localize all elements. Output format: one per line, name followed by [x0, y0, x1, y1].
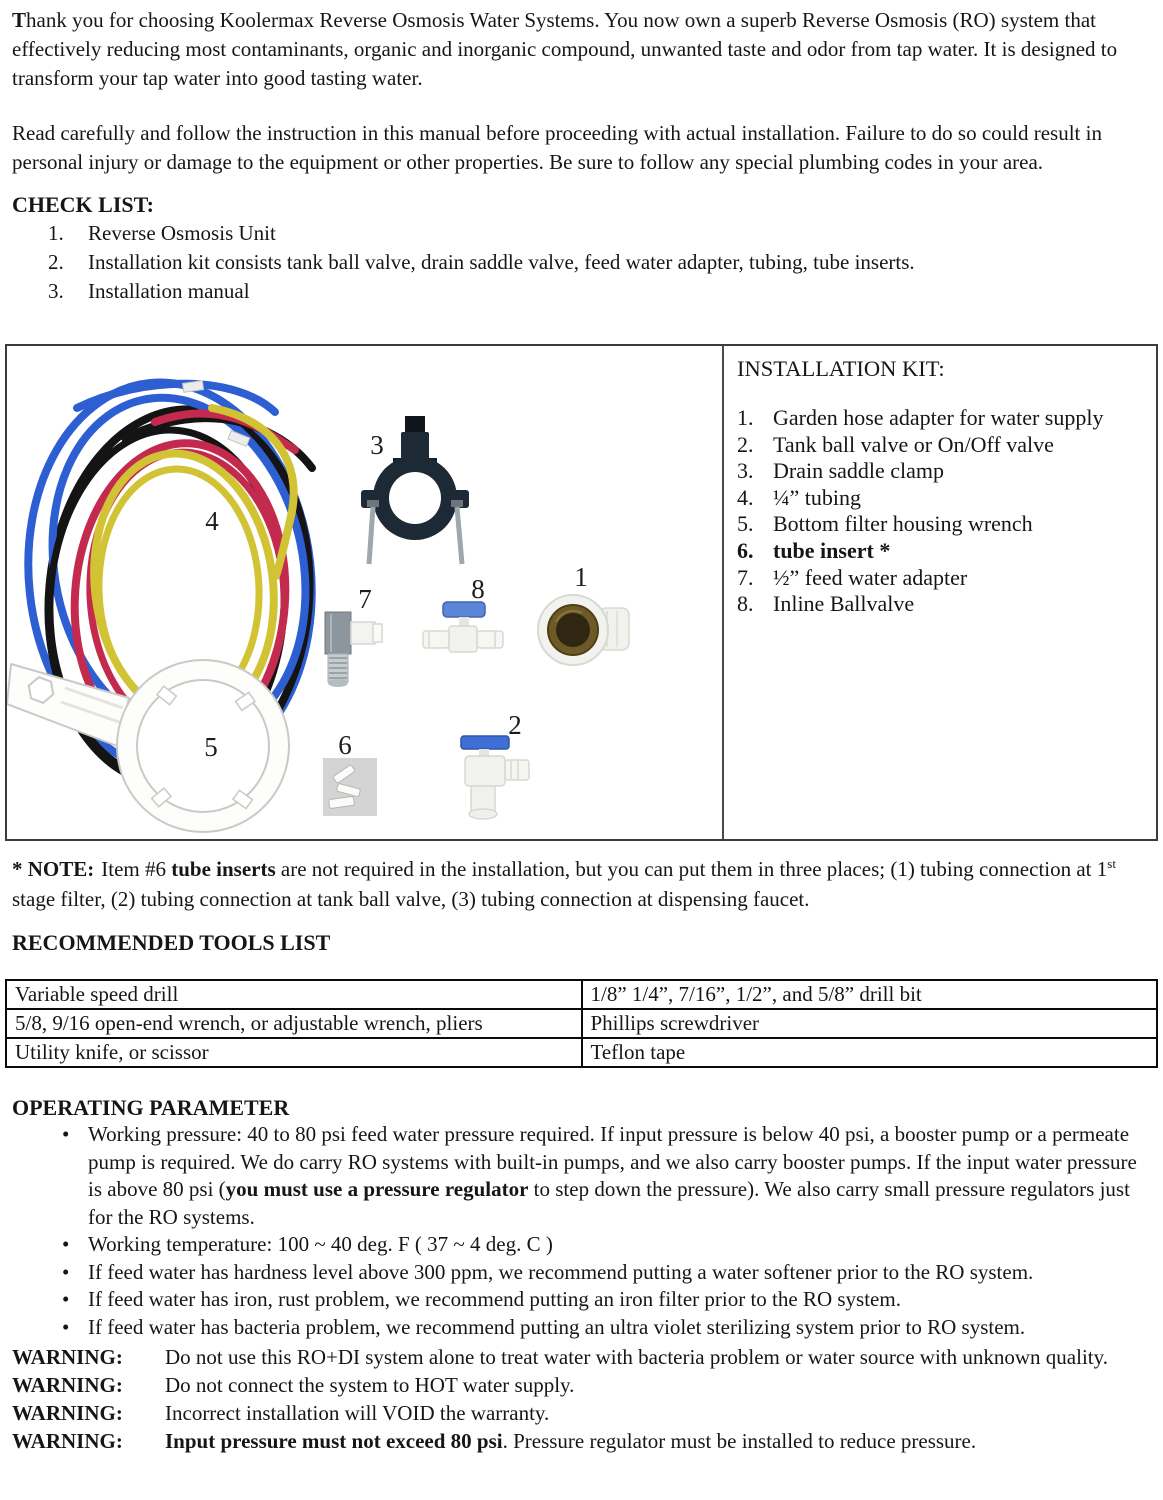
- table-row: [6, 980, 1157, 1009]
- bullet-item-working-pressure: [12, 1121, 1155, 1231]
- note-text: stage filter, (2) tubing connection at tank ball valve, (3) tubing connection at dispensing faucet.: [12, 887, 810, 911]
- warning-text: Incorrect installation will VOID the warranty.: [165, 1401, 550, 1425]
- installation-kit-title: INSTALLATION KIT:: [737, 356, 945, 381]
- checklist-item-text: Installation kit consists tank ball valve, drain saddle valve, feed water adapter, tubing, tube inserts.: [88, 250, 915, 274]
- bullet-glyph: •: [62, 1232, 70, 1256]
- warning-bold-text: Input pressure must not exceed 80 psi: [165, 1429, 503, 1453]
- checklist-item: [0, 277, 1163, 306]
- operating-bullet-list: [0, 1121, 1163, 1341]
- intro-paragraph-1-text: hank you for choosing Koolermax Reverse Osmosis Water Systems. You now own a superb Reverse Osmosis (RO) system that effectively reducing most contaminants, organic and inorganic compound, unwanted taste and odor from tap water. It is designed to transform your tap water into good tasting water.: [12, 8, 1118, 90]
- bullet-item-bacteria: [12, 1314, 1155, 1342]
- warning-label: WARNING:: [12, 1429, 123, 1453]
- kit-item: [737, 591, 1152, 618]
- warning-rest-text: . Pressure regulator must be installed to reduce pressure.: [502, 1429, 977, 1453]
- warning-label: WARNING:: [12, 1401, 123, 1425]
- installation-kit-panel: [722, 346, 1156, 839]
- kit-item-text: ¼” tubing: [773, 484, 861, 510]
- checklist: [0, 219, 1163, 306]
- bullet-glyph: •: [62, 1259, 70, 1284]
- note-superscript: st: [1107, 856, 1116, 871]
- checklist-item-text: Reverse Osmosis Unit: [88, 221, 276, 245]
- bullet-text: to step down the pressure). We also carry small pressure regulators just for the RO systems.: [88, 1177, 1130, 1229]
- kit-item-text: Garden hose adapter for water supply: [773, 405, 1104, 430]
- tool-cell: Variable speed drill: [6, 980, 582, 1009]
- kit-item: [737, 485, 1152, 512]
- kit-item-number: 6.: [737, 537, 754, 563]
- kit-item-number: 2.: [737, 431, 754, 457]
- kit-item-text: tube insert *: [773, 537, 891, 563]
- bullet-text: If feed water has hardness level above 300 ppm, we recommend putting a water softener prior to the RO system.: [88, 1259, 1034, 1284]
- photo-label-4: 4: [205, 506, 219, 536]
- kit-item-number: 7.: [737, 564, 754, 590]
- kit-item-text: Bottom filter housing wrench: [773, 511, 1033, 537]
- operating-heading: OPERATING PARAMETER: [12, 1095, 290, 1120]
- warning-row: [12, 1371, 1157, 1399]
- bullet-text: If feed water has bacteria problem, we recommend putting an ultra violet sterilizing system prior to RO system.: [88, 1314, 1026, 1339]
- checklist-item: [0, 248, 1163, 277]
- bullet-glyph: •: [62, 1122, 70, 1146]
- tool-cell: 5/8, 9/16 open-end wrench, or adjustable wrench, pliers: [6, 1009, 582, 1038]
- tools-heading: RECOMMENDED TOOLS LIST: [12, 930, 331, 955]
- kit-item-text: ½” feed water adapter: [773, 564, 968, 590]
- photo-label-2: 2: [508, 710, 522, 740]
- kit-item: [737, 458, 1152, 485]
- intro-paragraph-1: [12, 6, 1153, 93]
- tool-cell: Utility knife, or scissor: [6, 1038, 582, 1067]
- checklist-item-text: Installation manual: [88, 279, 250, 303]
- note-text: Item #6: [101, 857, 172, 881]
- kit-item-text: Tank ball valve or On/Off valve: [773, 431, 1054, 457]
- installation-kit-list: [737, 405, 1152, 618]
- warning-row: [12, 1399, 1157, 1427]
- checklist-item-number: 1.: [48, 221, 64, 245]
- kit-item-number: 3.: [737, 458, 754, 484]
- note-bold-text: tube inserts: [171, 857, 276, 881]
- kit-item-text: Inline Ballvalve: [773, 591, 915, 617]
- bullet-text: Working pressure: 40 to 80 psi feed water pressure required. If input pressure is below 40 psi, a booster pump or a permeate pump is required. We do carry RO systems with built-in pumps, and we also carry booster pumps. If the input water pressure is above 80 psi (: [88, 1122, 1137, 1201]
- tube-inserts-illustration: [323, 758, 377, 816]
- photo-label-8: 8: [471, 574, 485, 604]
- photo-label-6: 6: [338, 730, 352, 760]
- photo-label-7: 7: [358, 584, 372, 614]
- kit-item-number: 1.: [737, 405, 754, 430]
- kit-item-number: 5.: [737, 511, 754, 537]
- kit-item: [737, 432, 1152, 459]
- bullet-item-hardness: [12, 1259, 1155, 1287]
- note-paragraph: [12, 849, 1153, 914]
- intro-paragraph-2: Read carefully and follow the instruction in this manual before proceeding with actual installation. Failure to do so could result in personal injury or damage to the equipment or other properties. Be sure to follow any special plumbing codes in your area.: [12, 121, 1102, 174]
- kit-item: [737, 511, 1152, 538]
- checklist-heading: CHECK LIST:: [12, 192, 155, 217]
- kit-item-text: Drain saddle clamp: [773, 458, 945, 484]
- tools-table: [5, 979, 1158, 1068]
- tool-cell: Phillips screwdriver: [582, 1009, 1158, 1038]
- checklist-item-number: 2.: [48, 250, 64, 274]
- photo-label-5: 5: [204, 732, 218, 762]
- warnings-section: [0, 1343, 1163, 1455]
- kit-item: [737, 565, 1152, 592]
- installation-kit-figure: [5, 344, 1158, 841]
- kit-item: [737, 405, 1152, 432]
- warning-text: [165, 1427, 1157, 1455]
- checklist-item-number: 3.: [48, 279, 64, 303]
- feed-water-adapter-illustration: [325, 612, 382, 687]
- tank-ball-valve-illustration: [461, 736, 529, 819]
- warning-row: [12, 1343, 1157, 1371]
- warning-text: Do not connect the system to HOT water supply.: [165, 1373, 575, 1397]
- bullet-glyph: •: [62, 1287, 70, 1311]
- photo-label-3: 3: [370, 430, 384, 460]
- warning-label: WARNING:: [12, 1345, 123, 1369]
- note-label: * NOTE:: [12, 857, 95, 881]
- tool-cell: Teflon tape: [582, 1038, 1158, 1067]
- kit-item: [737, 538, 1152, 565]
- tool-cell: 1/8” 1/4”, 7/16”, 1/2”, and 5/8” drill bit: [582, 980, 1158, 1009]
- kit-item-number: 4.: [737, 484, 754, 510]
- note-text: are not required in the installation, but you can put them in three places; (1) tubing connection at 1: [275, 857, 1108, 881]
- bullet-text: Working temperature: 100 ~ 40 deg. F ( 37 ~ 4 deg. C ): [88, 1232, 553, 1256]
- checklist-item: [0, 219, 1163, 248]
- filter-wrench-illustration: [7, 660, 289, 832]
- warning-row: [12, 1427, 1157, 1455]
- kit-item-number: 8.: [737, 591, 754, 617]
- warning-text: Do not use this RO+DI system alone to treat water with bacteria problem or water source with unknown quality.: [165, 1345, 1109, 1369]
- bullet-glyph: •: [62, 1314, 70, 1339]
- warning-label: WARNING:: [12, 1373, 123, 1397]
- photo-label-1: 1: [574, 562, 588, 592]
- installation-kit-photo: [7, 346, 722, 839]
- intro-lead-cap: T: [12, 8, 27, 32]
- garden-hose-adapter-illustration: [538, 595, 629, 665]
- inline-ballvalve-illustration: [423, 602, 503, 652]
- installation-kit-parts-illustration: [7, 346, 720, 839]
- bullet-bold-text: you must use a pressure regulator: [225, 1177, 529, 1201]
- bullet-item-iron: [12, 1286, 1155, 1314]
- bullet-text: If feed water has iron, rust problem, we recommend putting an iron filter prior to the RO system.: [88, 1287, 901, 1311]
- bullet-item-working-temperature: [12, 1231, 1155, 1259]
- table-row: [6, 1038, 1157, 1067]
- table-row: [6, 1009, 1157, 1038]
